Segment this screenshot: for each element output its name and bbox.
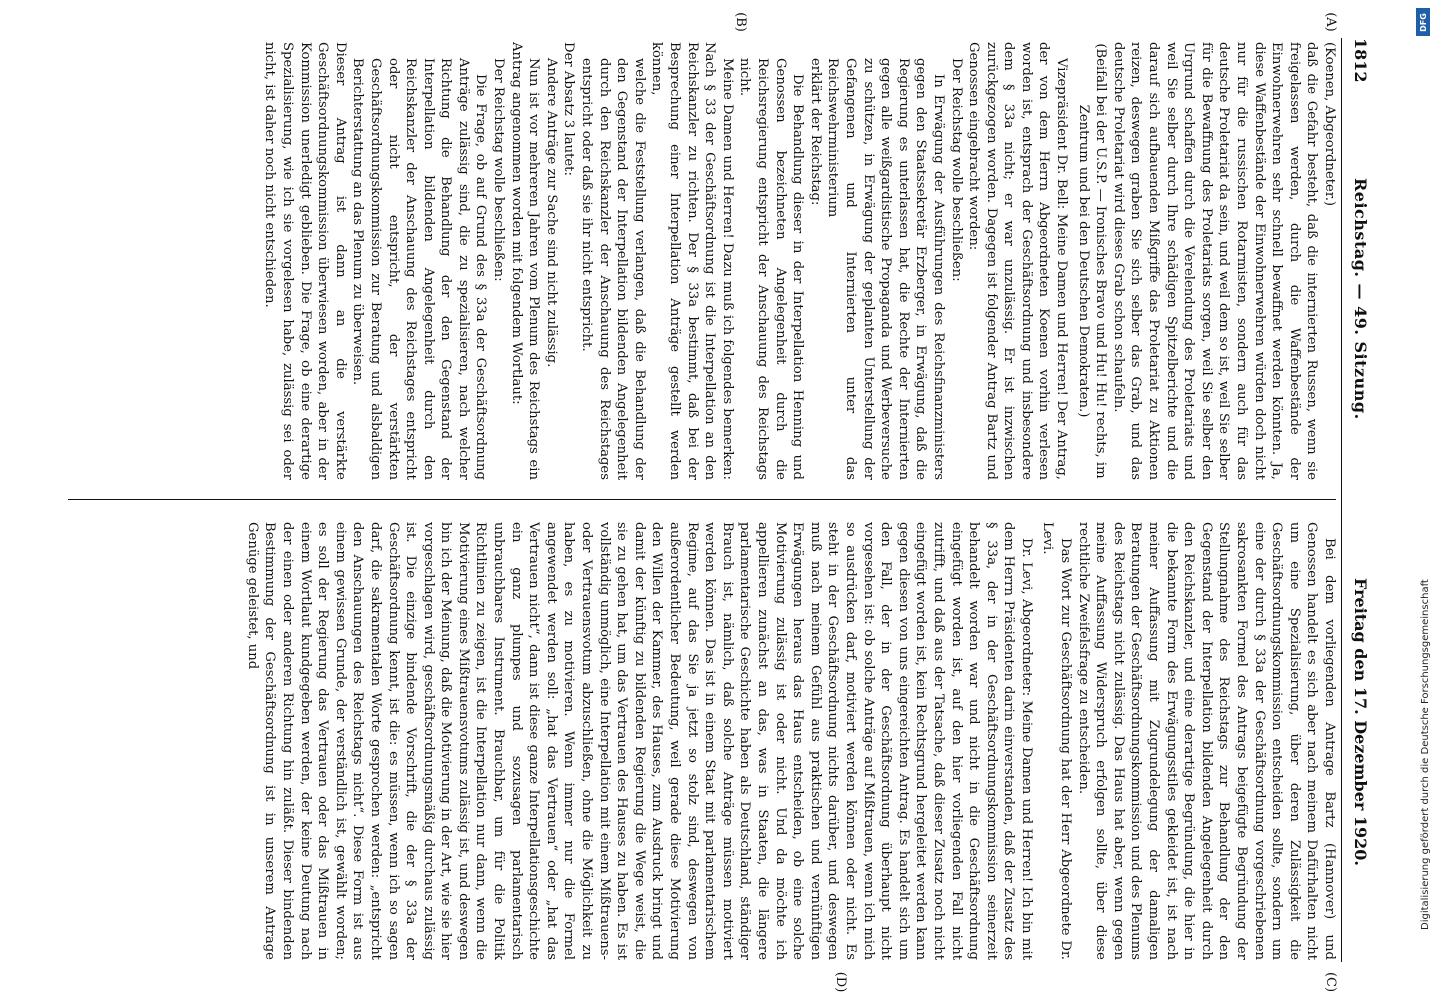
margin-mark-a: (A) — [1323, 12, 1338, 32]
quotation: welche die Feststellung verlangen, daß die Behandlung der den Gegenstand der Interpellation bildenden Angelegenheit durch den Reichskanzler der Anschauung des Reichstages entspricht oder daß sie ihr nicht entspricht. — [579, 58, 647, 480]
paragraph: Nun ist vor mehreren Jahren vom Plenum des Reichstags ein Antrag angenommen worden mit folgendem Wortlaut: — [508, 42, 542, 480]
quotation: Andere Anträge zur Sache sind nicht zulässig. — [543, 58, 559, 368]
paragraph: Dieser Antrag ist dann an die verstärkte Geschäftsordnungskommission überwiesen worden, aber in der Kommission unerledigt geblieben. Die Frage, ob eine derartige Spezialisierung, wie ich sie vorgelesen habe, zulässig sei oder nicht, ist daher noch nicht entschieden. — [262, 42, 348, 480]
paragraph: daß die Gefahr besteht, daß die internierten Russen, wenn sie freigelassen werden, durch die Waffenbestände der Einwohnerwehren sehr schnell bewaffnet werden könnten. Ja, diese Waffenbestände der Einwohnerwehren würden doch nicht nur für die russischen Rotarmisten, sondern auch für das deutsche Proletariat da sein, und weil dem so ist, weil Sie selber für die Bewaffnung des Proletariats sorgen, weil Sie selber den Urgrund schaffen durch die Verelendung des Proletariats und weil Sie selber durch Ihre schädigen Spitzelberichte und die darauf sich aufbauenden Mißgriffe das Proletariat zu Aktionen reizen, deswegen graben Sie sich selber das Grab, und das deutsche Proletariat wird dieses Grab schon schaufeln. — [1110, 42, 1320, 480]
left-column — [68, 42, 1338, 480]
motion-intro: Der Reichstag wolle beschließen: — [948, 58, 964, 282]
motion-text: Die Frage, ob auf Grund des § 33a der Geschäftsordnung Anträge zulässig sind, die zu spezialisieren, nach welcher Richtung die Behandlung der den Gegenstand der Interpellation bildenden Angelegenheit durch den Reichskanzler der Anschauung des Reichstages entspricht oder nicht entspricht, der verstärkten Geschäftsordnungskommission zur Beratung und alsbaldigen Berichterstattung an das Plenum zu überweisen. — [350, 58, 489, 480]
applause-note: (Beifall bei der U.S.P. — Ironisches Bravo und Hu! Hu! rechts, im Zentrum und bei den Deutschen Demokraten.) — [1075, 43, 1109, 479]
header-rule — [1341, 38, 1342, 962]
running-head-date: Freitag den 17. Dezember 1920. — [1351, 578, 1370, 866]
motion-text: erklärt der Reichstag: — [807, 58, 823, 206]
paragraph: Dr. Levi, Abgeordneter: Meine Damen und Herren! Ich bin mit dem Herrn Präsidenten darin einverstanden, daß der Zusatz des § 33a, der in der Geschäftsordnungskommission seinerzeit behandelt worden war und nicht in die Geschäftsordnung eingefügt worden ist, auf den hier vorliegenden Fall nicht zutrifft, und daß aus der Tatsache, daß dieser Zusatz noch nicht eingefügt worden ist, kein Rechtsgrund hergeleitet werden kann gegen diesen von uns eingereichten Antrag. Es handelt sich um den Fall, der in der Geschäftsordnung überhaupt nicht vorgesehen ist: ob solche Anträge auf Mißtrauen, wenn ich mich so ausdrücken darf, motiviert werden können oder nicht. Es steht in der Geschäftsordnung nichts darüber, und deswegen muß nach meinem Gefühl aus praktischen und vernünftigen Erwägungen heraus das Haus entscheiden, ob eine solche Motivierung zulässig ist oder nicht. Und da möchte ich appellieren zunächst an das, was in Staaten, die längere parlamentarische Geschichte haben als Deutschland, ständiger Brauch ist, nämlich, daß solche Anträge müssen motiviert werden können. Das ist in einem Staat mit parlamentarischem Regime, auf das Sie ja jetzt so stolz sind, deswegen von außerordentlicher Bedeutung, weil gerade diese Motivierung den Willen der Kammer, des Hauses, zum Ausdruck bringt und damit der künftig zu bildenden Regierung die Wege weist, die sie zu gehen hat, um das Vertrauen des Hauses zu haben. Es ist vollständig unmöglich, eine Interpellation mit einem Mißtrauens- oder Vertrauensvotum abzuschließen, ohne die Möglichkeit zu haben, es zu motivieren. Wenn immer nur die Formel angewendet werden soll: „hat das Vertrauen“ oder „hat das Vertrauen nicht“, dann ist diese ganze Interpellationsgeschichte ein ganz plumpes und sozusagen parlamentarisch unbrauchbares Instrument. Brauchbar, um für die Politik Richtlinien zu zeigen, ist die Interpellation nur dann, wenn die Motivierung eines Mißtrauensvotums zulässig ist, und deswegen bin ich der Meinung, daß die Motivierung in der Art, wie sie hier vorgeschlagen wird, geschäftsordnungsmäßig durchaus zulässig ist. Die einzige bindende Vorschrift, die der § 33a der Geschäftsordnung kennt, ist die: es müssen, wenn ich so sagen darf, die sakramentalen Worte gesprochen werden: „entspricht den Anschauungen des Reichstags nicht“. Diese Form ist aus einem gewissen Grunde, der verständlich ist, gewählt worden; es soll der Regierung das Vertrauen oder das Mißtrauen in einem Wortlaut kundgegeben werden, der keine Deutung nach der einen oder anderen Richtung hin zuläßt. Dieser bindenden Bestimmung der Geschäftsordnung ist in unserem Antrage Genüge geleistet, und — [244, 522, 1034, 960]
digitization-note: Digitalisierung gefördert durch die Deutsche Forschungsgemeinschaft — [1420, 579, 1431, 930]
margin-mark-d: (D) — [833, 971, 848, 993]
speaker-note: (Koenen, Abgeordneter.) — [1322, 42, 1337, 207]
right-column — [68, 522, 1338, 960]
motion-text: In Erwägung der Ausführungen des Reichsfinanzministers gegen den Staatssekretär Erzberger, in Erwägung, daß die Regierung es unterlassen hat, die Rechte der Internierten gegen alle weißgardistische Propaganda und Werbeversuche zu schützen, in Erwägung der geplanten Unterstellung der Gefangenen und Internierten unter das Reichswehrministerium — [825, 58, 946, 480]
paragraph: Meine Damen und Herren! Dazu muß ich folgendes bemerken: Nach § 33 der Geschäftsordnung ist die Interpellation an den Reichskanzler zu richten. Der § 33a bestimmt, daß bei der Besprechung einer Interpellation Anträge gestellt werden können, — [649, 42, 735, 480]
dfg-logo: DFG — [1416, 8, 1430, 36]
scanned-page — [8, 0, 1408, 1000]
paragraph: Der Absatz 3 lautet: — [561, 42, 577, 176]
paragraph: Das Wort zur Geschäftsordnung hat der Herr Abgeordnete Dr. Levi. — [1040, 522, 1074, 960]
running-head-title: Reichstag. — 49. Sitzung. — [1351, 178, 1370, 420]
motion-intro: Der Reichstag wolle beschließen: — [491, 58, 507, 282]
page-number: 1812 — [1351, 38, 1370, 83]
running-head — [1348, 38, 1370, 962]
column-rule — [68, 499, 1336, 500]
paragraph: Bei dem vorliegenden Antrage Bartz (Hannover) und Genossen handelt es sich aber nach meinem Dafürhalten nicht um eine Spezialisierung, über deren Zulässigkeit die Geschäftsordnungskommission entscheiden sollte, sondern um eine der durch § 33a der Geschäftsordnung vorgeschriebenen sakrosankten Formel des Antrags beigefügte Begründung der Stellungnahme des Reichstags zur Behandlung der den Gegenstand der Interpellation bildenden Angelegenheit durch den Reichskanzler, und eine derartige Begründung, die hier in die bekannte Form des Erwägungsstiles gekleidet ist, ist nach meiner Auffassung mit Zugrundelegung der damaligen Beratungen der Geschäftsordnungskommission und des Plenums des Reichstags nicht zulässig. Das Haus hat aber, wenn gegen meine Auffassung Widerspruch erfolgen sollte, über diese rechtliche Zweifelsfrage zu entscheiden. — [1075, 522, 1337, 960]
motion-text: Die Behandlung dieser in der Interpellation Henning und Genossen bezeichneten Angelegenheit durch die Reichsregierung entspricht der Anschauung des Reichstags nicht. — [737, 58, 806, 480]
margin-mark-c: (C) — [1323, 971, 1338, 993]
margin-mark-b: (B) — [733, 12, 748, 32]
paragraph: Vizepräsident Dr. Bell: Meine Damen und Herren! Der Antrag, der von dem Herrn Abgeordneten Koenen vorhin verlesen worden ist, entsprach der Geschäftsordnung und insbesondere dem § 33a nicht; er war unzulässig. Er ist inzwischen zurückgezogen worden. Dagegen ist folgender Antrag Bartz und Genossen eingebracht worden: — [966, 42, 1070, 480]
